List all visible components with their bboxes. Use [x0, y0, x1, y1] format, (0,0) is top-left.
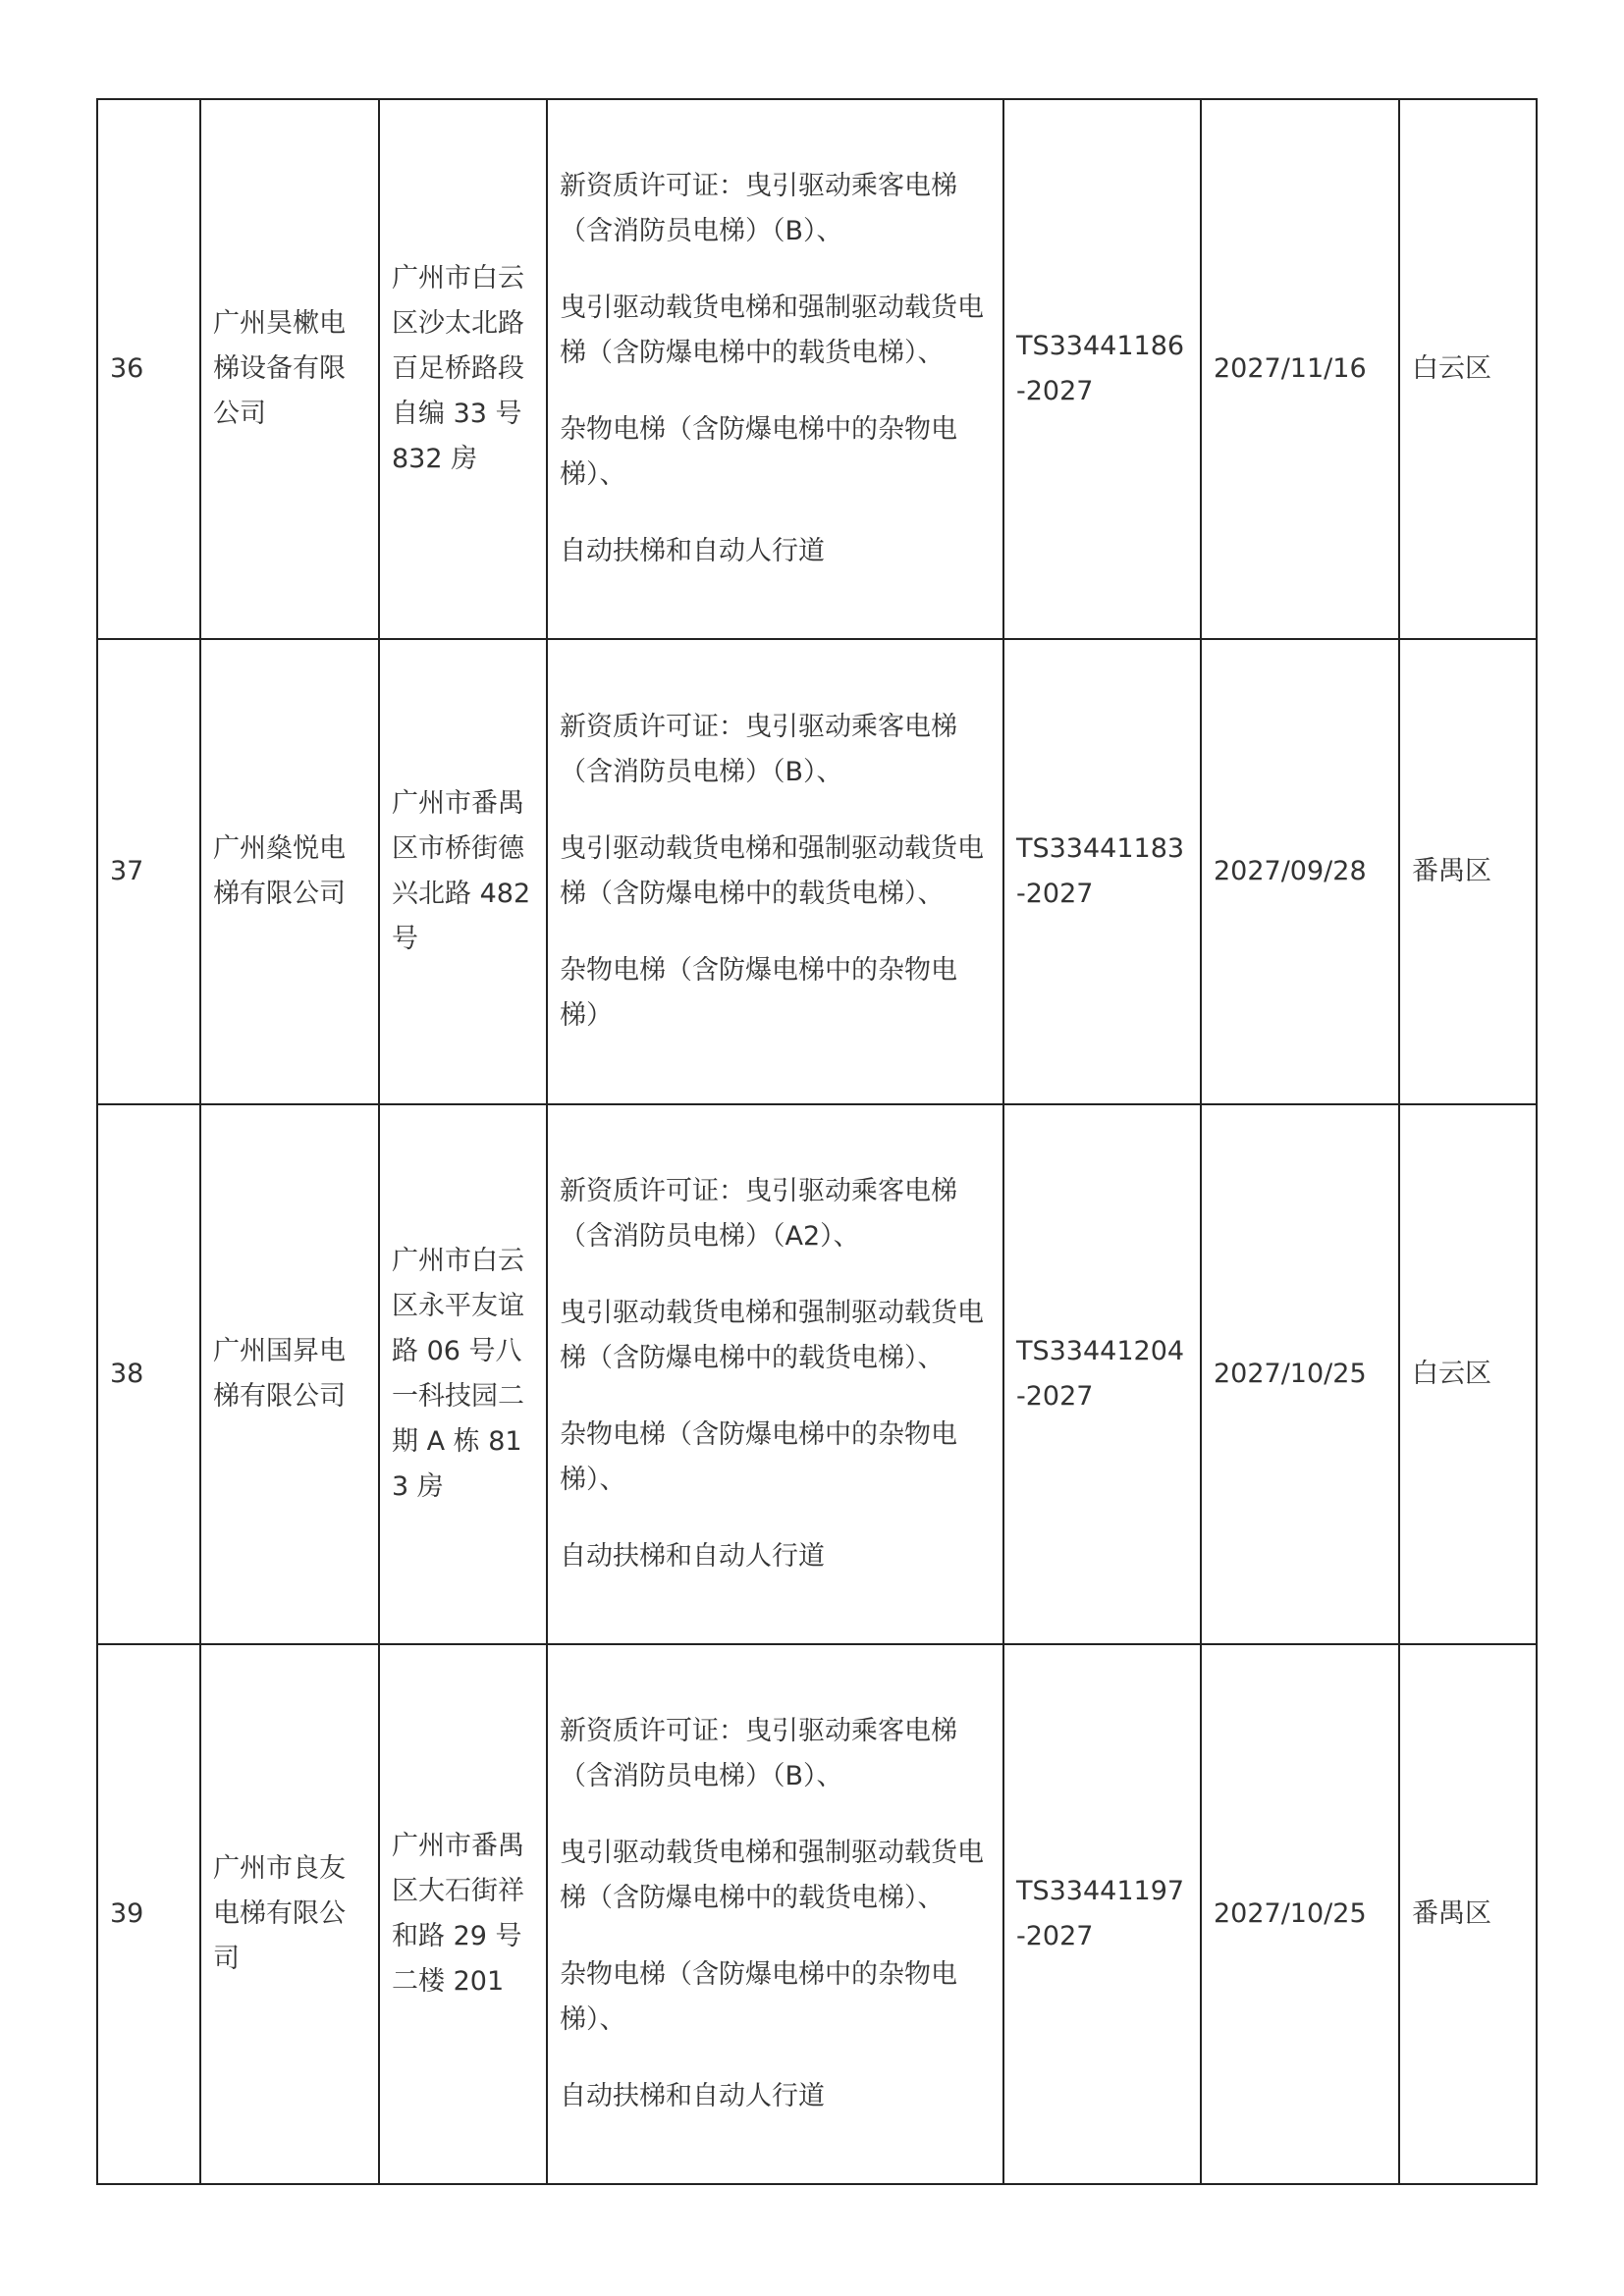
permit-scope — [547, 639, 1003, 1104]
scope-line: 杂物电梯（含防爆电梯中的杂物电梯）、 — [560, 414, 957, 490]
certificate-number: TS33441183-2027 — [1003, 639, 1201, 1104]
permit-scope — [547, 1644, 1003, 2184]
company-address: 广州市番禺区市桥街德兴北路 482 号 — [379, 639, 547, 1104]
scope-line: 曳引驱动载货电梯和强制驱动载货电梯（含防爆电梯中的载货电梯）、 — [560, 833, 984, 909]
permit-scope — [547, 99, 1003, 639]
certificate-number: TS33441197-2027 — [1003, 1644, 1201, 2184]
scope-line: 自动扶梯和自动人行道 — [560, 536, 825, 566]
row-number: 39 — [97, 1644, 200, 2184]
scope-line: 杂物电梯（含防爆电梯中的杂物电梯）、 — [560, 1419, 957, 1495]
table-row — [97, 1104, 1537, 1644]
scope-line: 自动扶梯和自动人行道 — [560, 1541, 825, 1572]
district: 白云区 — [1399, 99, 1537, 639]
table-row — [97, 639, 1537, 1104]
scope-line: 曳引驱动载货电梯和强制驱动载货电梯（含防爆电梯中的载货电梯）、 — [560, 293, 984, 368]
expiry-date: 2027/10/25 — [1201, 1644, 1399, 2184]
scope-line: 自动扶梯和自动人行道 — [560, 2081, 825, 2111]
row-number: 37 — [97, 639, 200, 1104]
table-row — [97, 99, 1537, 639]
row-number: 38 — [97, 1104, 200, 1644]
company-name: 广州燊悦电梯有限公司 — [200, 639, 379, 1104]
scope-line: 曳引驱动载货电梯和强制驱动载货电梯（含防爆电梯中的载货电梯）、 — [560, 1838, 984, 1913]
scope-line: 新资质许可证：曳引驱动乘客电梯（含消防员电梯）（B）、 — [560, 171, 957, 246]
scope-line: 新资质许可证：曳引驱动乘客电梯（含消防员电梯）（A2）、 — [560, 1176, 957, 1252]
expiry-date: 2027/10/25 — [1201, 1104, 1399, 1644]
scope-line: 新资质许可证：曳引驱动乘客电梯（含消防员电梯）（B）、 — [560, 1716, 957, 1791]
company-name: 广州国昇电梯有限公司 — [200, 1104, 379, 1644]
permit-table — [96, 98, 1538, 2185]
row-number: 36 — [97, 99, 200, 639]
scope-line: 曳引驱动载货电梯和强制驱动载货电梯（含防爆电梯中的载货电梯）、 — [560, 1298, 984, 1373]
district: 白云区 — [1399, 1104, 1537, 1644]
district: 番禺区 — [1399, 639, 1537, 1104]
company-address: 广州市番禺区大石街祥和路 29 号二楼 201 — [379, 1644, 547, 2184]
permit-scope — [547, 1104, 1003, 1644]
certificate-number: TS33441204-2027 — [1003, 1104, 1201, 1644]
scope-line: 杂物电梯（含防爆电梯中的杂物电梯）、 — [560, 1959, 957, 2035]
expiry-date: 2027/09/28 — [1201, 639, 1399, 1104]
scope-line: 杂物电梯（含防爆电梯中的杂物电梯） — [560, 955, 957, 1031]
company-address: 广州市白云区永平友谊路 06 号八一科技园二期 A 栋 813 房 — [379, 1104, 547, 1644]
scope-line: 新资质许可证：曳引驱动乘客电梯（含消防员电梯）（B）、 — [560, 712, 957, 787]
company-address: 广州市白云区沙太北路百足桥路段自编 33 号 832 房 — [379, 99, 547, 639]
district: 番禺区 — [1399, 1644, 1537, 2184]
table-row — [97, 1644, 1537, 2184]
expiry-date: 2027/11/16 — [1201, 99, 1399, 639]
company-name: 广州昊樕电梯设备有限公司 — [200, 99, 379, 639]
company-name: 广州市良友电梯有限公司 — [200, 1644, 379, 2184]
certificate-number: TS33441186-2027 — [1003, 99, 1201, 639]
